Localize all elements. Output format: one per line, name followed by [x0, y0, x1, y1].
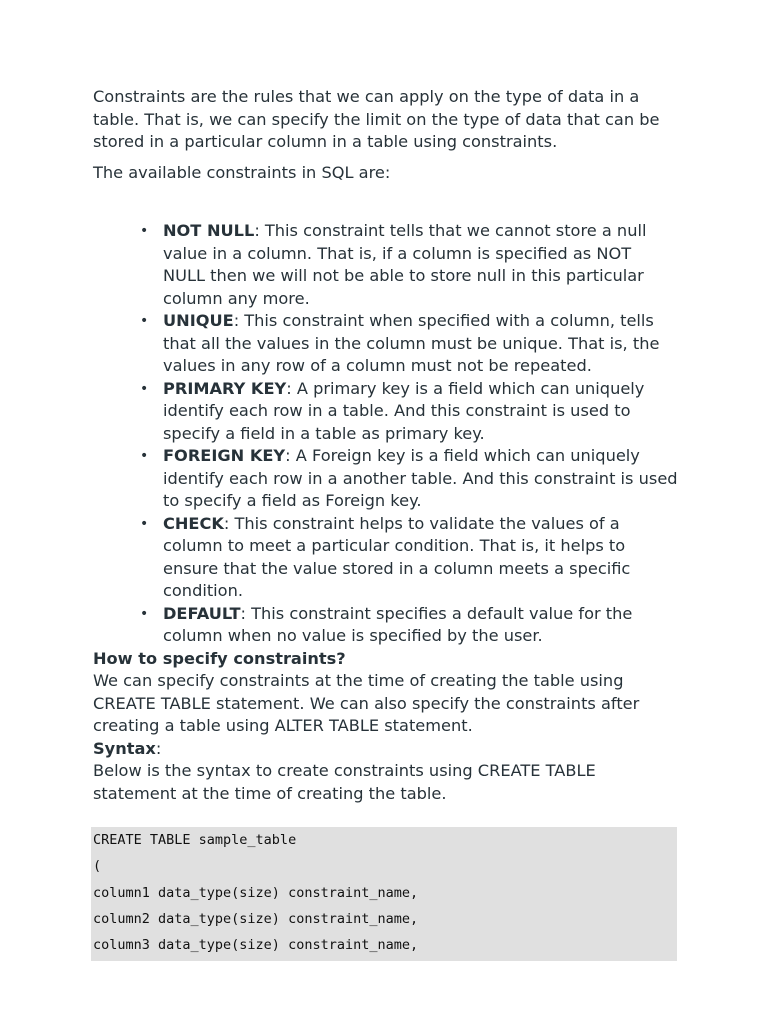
how-to-paragraph: We can specify constraints at the time of creating the table using CREATE TABLE statement. We can also specify the constraints after creating a table using ALTER TABLE statement.: [93, 671, 640, 735]
bullet-icon: •: [140, 380, 149, 397]
list-item: [140, 378, 678, 446]
code-line: CREATE TABLE sample_table: [93, 832, 297, 848]
syntax-label-line: [93, 738, 678, 761]
constraint-term: DEFAULT: [163, 603, 241, 623]
constraint-term: CHECK: [163, 513, 224, 533]
code-line: column1 data_type(size) constraint_name,: [93, 884, 419, 901]
constraint-description: : This constraint helps to validate the values of a column to meet a particular condition. That is, it helps to ensure that the value stored in a column meets a specific condition.: [163, 513, 631, 600]
article-body: [93, 86, 678, 961]
how-to-heading: How to specify constraints?: [93, 648, 346, 668]
bullet-icon: •: [140, 605, 149, 622]
list-item: [140, 220, 678, 310]
list-item: [140, 310, 678, 378]
constraint-term: PRIMARY KEY: [163, 378, 287, 398]
syntax-colon: :: [155, 738, 162, 758]
list-item: [140, 513, 678, 603]
syntax-paragraph: Below is the syntax to create constraints using CREATE TABLE statement at the time of creating the table.: [93, 761, 596, 803]
constraint-term: NOT NULL: [163, 221, 255, 240]
code-block: [91, 827, 677, 961]
list-item: [140, 445, 678, 513]
syntax-label: Syntax: [93, 738, 156, 758]
intro-paragraph: Constraints are the rules that we can apply on the type of data in a table. That is, we can specify the limit on the type of data that can be stored in a particular column in a table using constraints.: [93, 87, 660, 151]
code-line: (: [93, 858, 102, 875]
bullet-icon: •: [140, 223, 149, 239]
bullet-icon: •: [140, 313, 149, 329]
constraint-description: : A Foreign key is a field which can uniquely identify each row in a another table. And this constraint is used to specify a field as Foreign key.: [163, 446, 678, 510]
bullet-icon: •: [140, 515, 149, 532]
bullet-icon: •: [140, 448, 149, 464]
constraint-term: UNIQUE: [163, 311, 234, 330]
available-constraints-paragraph: The available constraints in SQL are:: [93, 162, 391, 182]
constraint-description: : This constraint when specified with a column, tells that all the values in the column must be unique. That is, the values in any row of a column must not be repeated.: [163, 311, 660, 375]
constraint-description: : This constraint specifies a default value for the column when no value is specified by the user.: [163, 603, 633, 645]
code-line: column3 data_type(size) constraint_name,: [93, 937, 419, 954]
constraint-term: FOREIGN KEY: [163, 446, 286, 465]
list-item: [140, 603, 678, 648]
constraint-description: : This constraint tells that we cannot store a null value in a column. That is, if a column is specified as NOT NULL then we will not be able to store null in this particular column any more.: [163, 221, 647, 308]
constraint-description: : A primary key is a field which can uniquely identify each row in a table. And this constraint is used to specify a field in a table as primary key.: [163, 378, 645, 443]
code-line: column2 data_type(size) constraint_name,: [93, 910, 419, 927]
constraints-list: [93, 220, 678, 648]
